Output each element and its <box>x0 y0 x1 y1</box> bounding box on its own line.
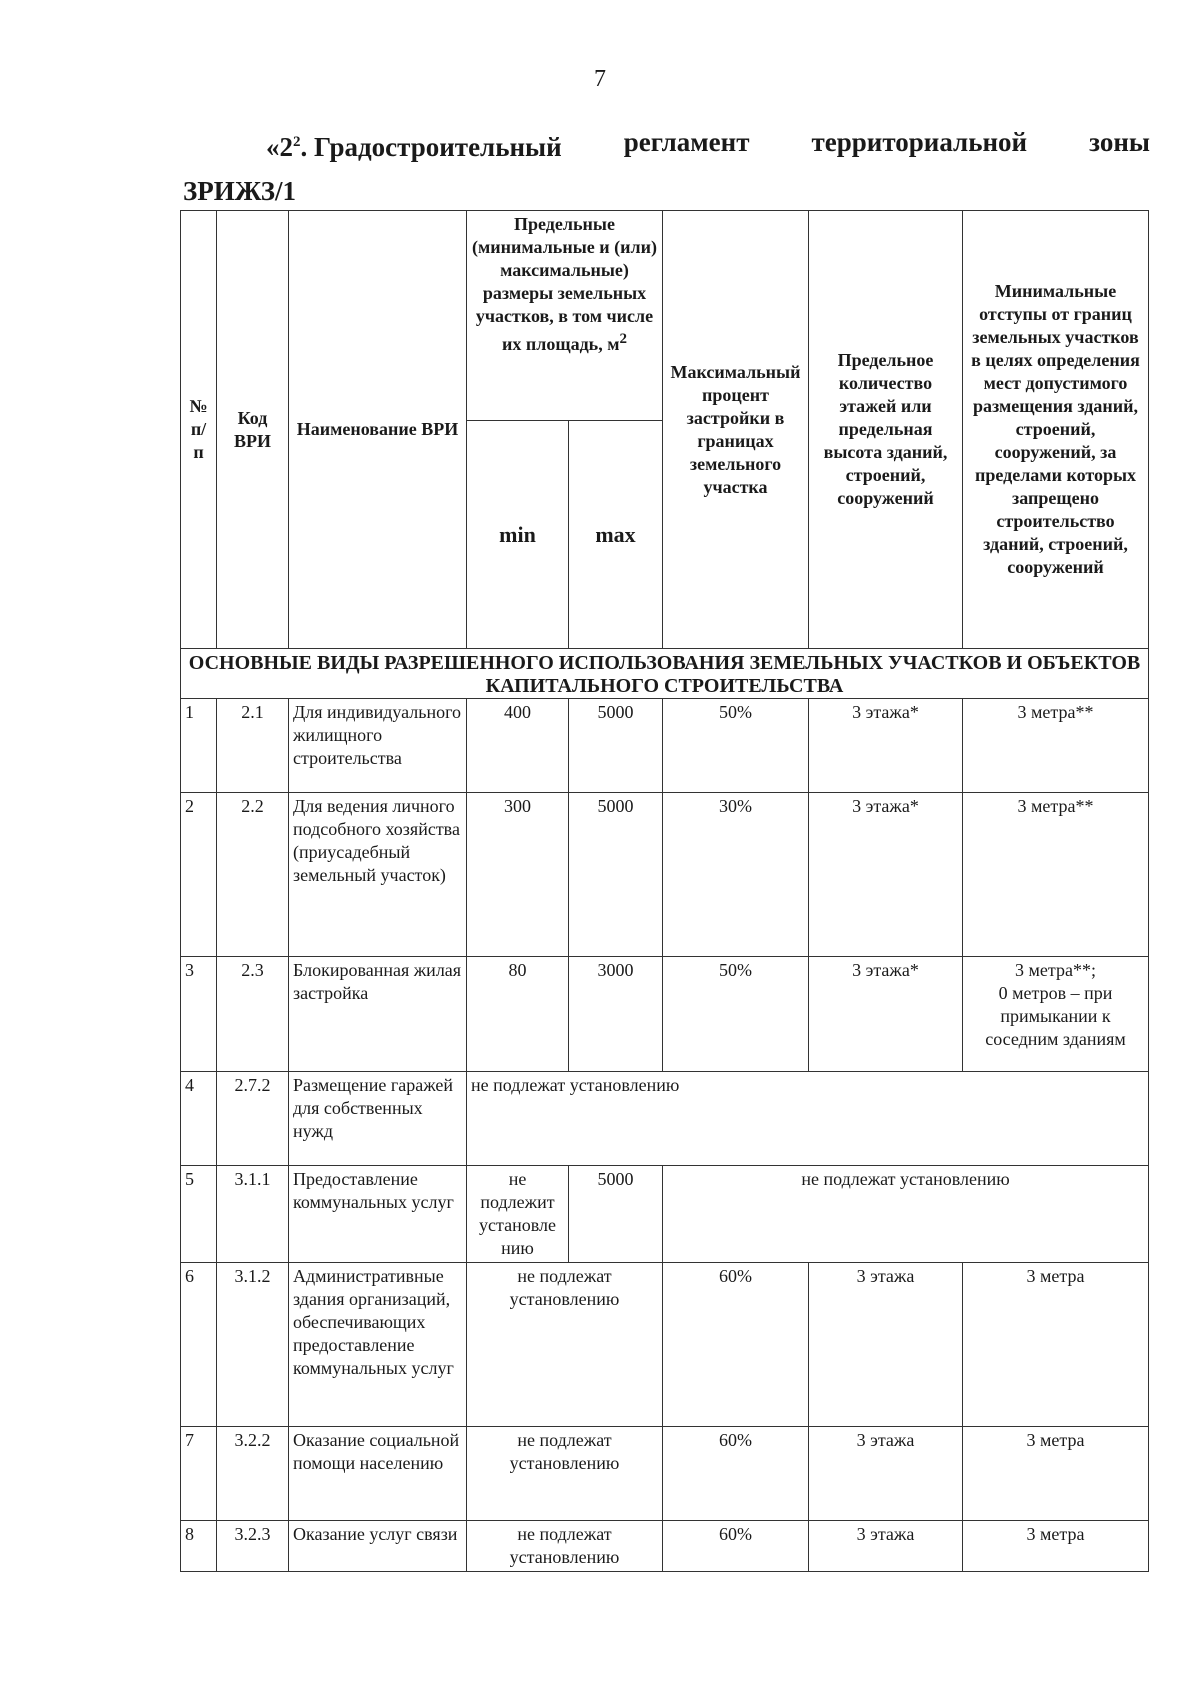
row-name: Оказание социальной помощи населению <box>289 1427 467 1521</box>
row-floors: 3 этажа* <box>809 699 963 793</box>
row-number: 8 <box>181 1521 217 1572</box>
table-row <box>181 1427 1149 1521</box>
row-setback: 3 метра <box>963 1521 1149 1572</box>
section-title: ОСНОВНЫЕ ВИДЫ РАЗРЕШЕННОГО ИСПОЛЬЗОВАНИЯ ЗЕМЕЛЬНЫХ УЧАСТКОВ И ОБЪЕКТОВ КАПИТАЛЬНОГО СТРОИТЕЛЬСТВА <box>181 649 1149 699</box>
row-setback: 3 метра <box>963 1263 1149 1427</box>
header-plot-size: Предельные (минимальные и (или) максимальные) размеры земельных участков, в том числе их площадь, $м^2$ <box>467 211 663 421</box>
row-floors: 3 этажа <box>809 1427 963 1521</box>
row-percent: 50% <box>663 699 809 793</box>
row-size-merged: не подлежат установлению <box>467 1427 663 1521</box>
row-max: 3000 <box>569 957 663 1072</box>
header-floors: Предельное количество этажей или предельная высота зданий, строений, сооружений <box>809 211 963 649</box>
table-row <box>181 699 1149 793</box>
row-number: 7 <box>181 1427 217 1521</box>
row-merged-values: не подлежат установлению <box>663 1166 1149 1263</box>
row-number: 1 <box>181 699 217 793</box>
table-row <box>181 957 1149 1072</box>
row-min: не подлежит установле нию <box>467 1166 569 1263</box>
document-heading <box>183 120 1150 213</box>
header-code: Код ВРИ <box>217 211 289 649</box>
row-merged-values: не подлежат установлению <box>467 1072 1149 1166</box>
heading-word-4: зоны <box>1089 127 1150 157</box>
row-name: Блокированная жилая застройка <box>289 957 467 1072</box>
row-number: 3 <box>181 957 217 1072</box>
row-code: 2.1 <box>217 699 289 793</box>
row-number: 6 <box>181 1263 217 1427</box>
header-name: Наименование ВРИ <box>289 211 467 649</box>
row-percent: 30% <box>663 793 809 957</box>
row-code: 3.2.3 <box>217 1521 289 1572</box>
row-percent: 60% <box>663 1521 809 1572</box>
heading-word-2: регламент <box>623 127 750 157</box>
row-percent: 60% <box>663 1263 809 1427</box>
row-floors: 3 этажа <box>809 1263 963 1427</box>
row-min: 300 <box>467 793 569 957</box>
heading-word-3: территориальной <box>811 127 1028 157</box>
page-number: 7 <box>594 66 606 92</box>
row-floors: 3 этажа* <box>809 957 963 1072</box>
row-number: 5 <box>181 1166 217 1263</box>
table-row <box>181 1166 1149 1263</box>
header-max-percent: Максимальный процент застройки в границах земельного участка <box>663 211 809 649</box>
row-name: Административные здания организаций, обеспечивающих предоставление коммунальных услуг <box>289 1263 467 1427</box>
row-percent: 60% <box>663 1427 809 1521</box>
table-row <box>181 793 1149 957</box>
row-name: Для ведения личного подсобного хозяйства (приусадебный земельный участок) <box>289 793 467 957</box>
row-number: 2 <box>181 793 217 957</box>
row-code: 2.2 <box>217 793 289 957</box>
row-number: 4 <box>181 1072 217 1166</box>
row-max: 5000 <box>569 1166 663 1263</box>
row-size-merged: не подлежат установлению <box>467 1263 663 1427</box>
row-floors: 3 этажа* <box>809 793 963 957</box>
row-setback: 3 метра**; 0 метров – при примыкании к соседним зданиям <box>963 957 1149 1072</box>
row-setback: 3 метра <box>963 1427 1149 1521</box>
header-min: min <box>467 421 569 649</box>
row-code: 2.7.2 <box>217 1072 289 1166</box>
heading-zone-code: ЗРИЖЗ/1 <box>183 176 297 206</box>
row-code: 3.1.1 <box>217 1166 289 1263</box>
regulation-table <box>180 210 1149 1572</box>
header-setback: Минимальные отступы от границ земельных участков в целях определения мест допустимого размещения зданий, строений, сооружений, за пределами которых запрещено строительство зданий, строений, сооружений <box>963 211 1149 649</box>
row-min: 80 <box>467 957 569 1072</box>
header-number: № п/ п <box>181 211 217 649</box>
row-percent: 50% <box>663 957 809 1072</box>
row-max: 5000 <box>569 793 663 957</box>
row-floors: 3 этажа <box>809 1521 963 1572</box>
row-min: 400 <box>467 699 569 793</box>
row-max: 5000 <box>569 699 663 793</box>
row-code: 2.3 <box>217 957 289 1072</box>
table-row <box>181 1072 1149 1166</box>
row-name: Предоставление коммунальных услуг <box>289 1166 467 1263</box>
row-setback: 3 метра** <box>963 793 1149 957</box>
row-name: Для индивидуального жилищного строительства <box>289 699 467 793</box>
heading-word-1: «$2^2$. Градостроительный <box>266 132 562 162</box>
row-size-merged: не подлежат установлению <box>467 1521 663 1572</box>
table-row <box>181 1263 1149 1427</box>
row-setback: 3 метра** <box>963 699 1149 793</box>
row-code: 3.1.2 <box>217 1263 289 1427</box>
table-row <box>181 1521 1149 1572</box>
row-name: Оказание услуг связи <box>289 1521 467 1572</box>
row-code: 3.2.2 <box>217 1427 289 1521</box>
row-name: Размещение гаражей для собственных нужд <box>289 1072 467 1166</box>
header-max: max <box>569 421 663 649</box>
